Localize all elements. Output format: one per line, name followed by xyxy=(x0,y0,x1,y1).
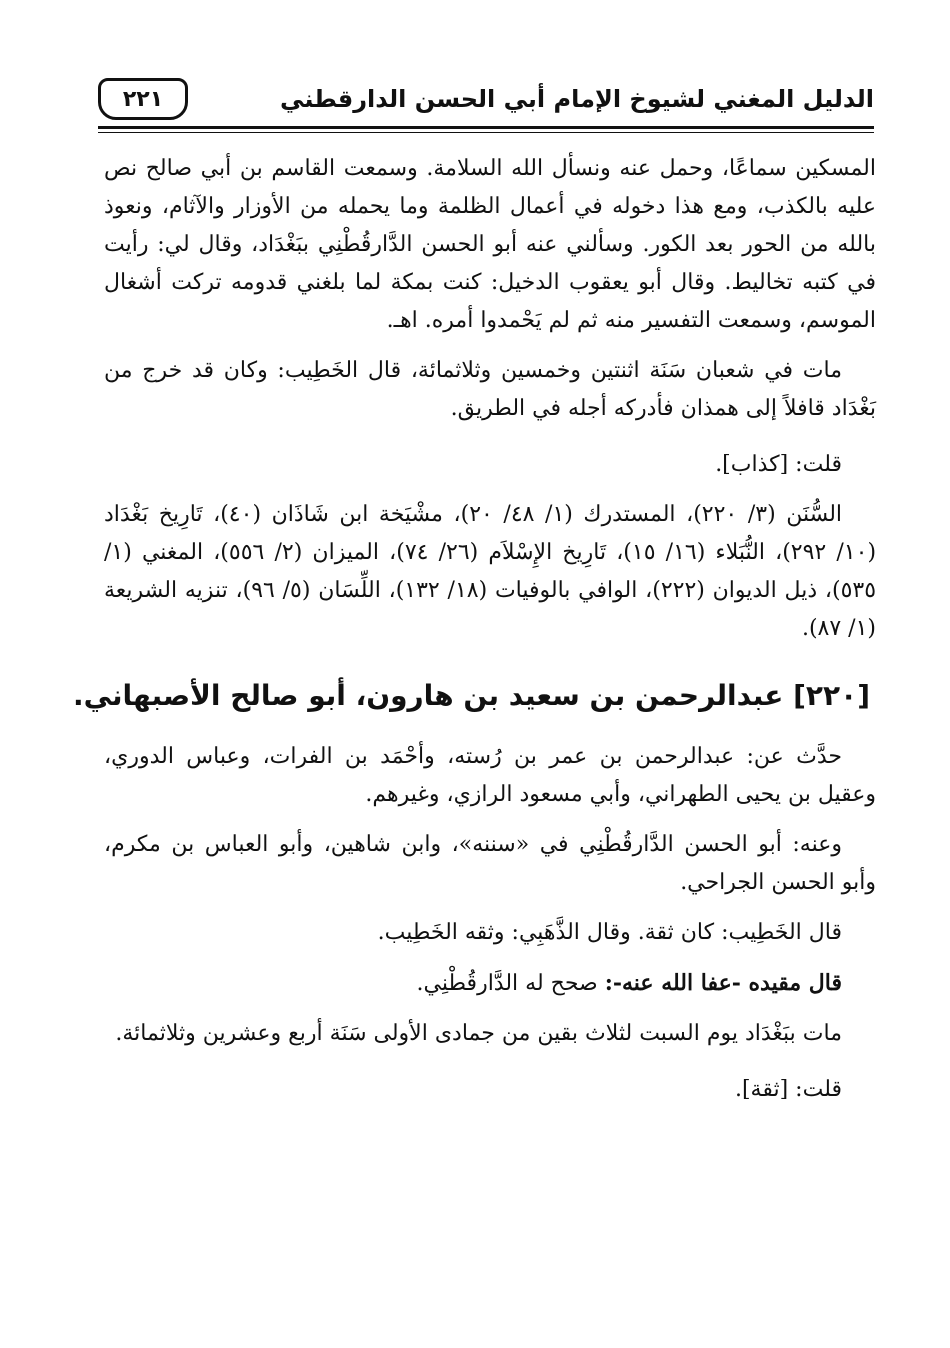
paragraph-death-date: مات ببَغْدَاد يوم السبت لثلاث بقين من جمادى الأولى سَنَة أربع وعشرين وثلاثمائة. xyxy=(115,1021,842,1046)
paragraph-narrated-from: حدَّث عن: عبدالرحمن بن عمر بن رُسته، وأحْمَد بن الفرات، وعباس الدوري، وعقيل بن يحيى الطهراني، وأبي مسعود الرازي، وغيرهم. xyxy=(104,744,876,807)
header-rule xyxy=(98,126,874,129)
paragraph-biography-continued: المسكين سماعًا، وحمل عنه ونسأل الله السلامة. وسمعت القاسم بن أبي صالح نص عليه بالكذب، ومع هذا دخوله في أعمال الظلمة وما يحمله من الأوزار والآثام، ونعوذ بالله من الحور بعد الكور. وسألني عنه أبو الحسن الدَّارقُطْنِي ببَغْدَاد، وقال لي: رأيت في كتبه تخاليط. وقال أبو يعقوب الدخيل: كنت بمكة لما بلغني قدومه تركت أشغال الموسم، وسمعت التفسير منه ثم لم يَحْمدوا أمره. اهـ. xyxy=(104,156,876,333)
verdict-trustworthy: قلت: [ثقة]. xyxy=(734,1077,842,1102)
header-rule-thin xyxy=(98,132,874,133)
page-header xyxy=(98,78,874,128)
entry-title: [٢٢٠] عبدالرحمن بن سعيد بن هارون، أبو صالح الأصبهاني. xyxy=(73,679,870,712)
verdict-liar: قلت: [كذاب]. xyxy=(715,452,842,477)
paragraph-sources: السُّنَن (٣/ ٢٢٠)، المستدرك (١/ ٤٨/ ٢٠)، مشْيَخة ابن شَاذَان (٤٠)، تَارِيخ بَغْدَاد (١٠/ ٢٩٢)، النُّبَلاء (١٦/ ١٥)، تَارِيخ الإِسْلاَم (٢٦/ ٧٤)، الميزان (٢/ ٥٥٦)، المغني (١/ ٥٣٥)، ذيل الديوان (٢٢٢)، الوافي بالوفيات (١٨/ ١٣٢)، اللِّسَان (٥/ ٩٦)، تنزيه الشريعة (١/ ٨٧). xyxy=(104,502,877,641)
paragraph-death-note: مات في شعبان سَنَة اثنتين وخمسين وثلاثمائة، قال الخَطِيب: وكان قد خرج من بَغْدَاد قافلاً إلى همذان فأدركه أجله في الطريق. xyxy=(104,358,876,421)
author-note-text: صحح له الدَّارقُطْنِي. xyxy=(416,971,605,996)
paragraph-narrators: وعنه: أبو الحسن الدَّارقُطْنِي في «سننه»، وابن شاهين، وأبو العباس بن مكرم، وأبو الحسن الجراحي. xyxy=(104,832,876,895)
running-title: الدليل المغني لشيوخ الإمام أبي الحسن الدارقطني xyxy=(280,85,874,113)
page-number: ٢٢١ xyxy=(98,78,188,120)
paragraph-author-note xyxy=(104,964,876,1003)
author-note-label: قال مقيده -عفا الله عنه-: xyxy=(604,970,842,996)
page-body xyxy=(73,150,877,1109)
paragraph-khatib-grading: قال الخَطِيب: كان ثقة. وقال الذَّهَبِي: وثقه الخَطِيب. xyxy=(377,920,842,945)
